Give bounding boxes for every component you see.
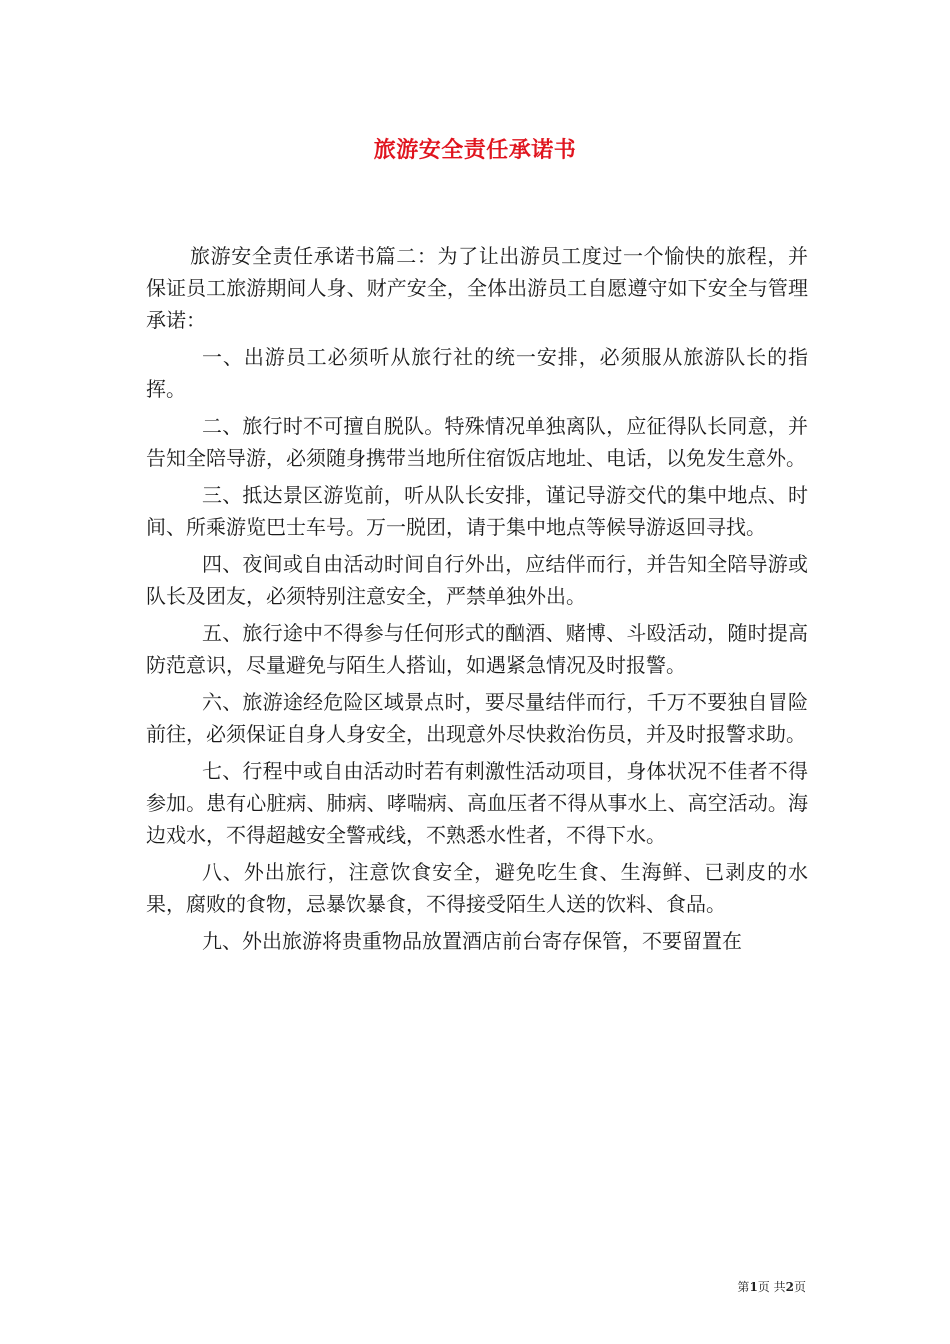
footer-suffix: 页 <box>793 1280 806 1294</box>
clause-9: 九、外出旅游将贵重物品放置酒店前台寄存保管，不要留置在 <box>202 929 742 953</box>
current-page-number: 1 <box>749 1280 758 1294</box>
document-title: 旅游安全责任承诺书 <box>373 138 577 163</box>
clause-2: 二、旅行时不可擅自脱队。特殊情况单独离队，应征得队长同意，并告知全陪导游，必须随身携带当地所住宿饭店地址、电话，以免发生意外。 <box>146 414 808 470</box>
clause-8: 八、外出旅行，注意饮食安全，避免吃生食、生海鲜、已剥皮的水果，腐败的食物，忌暴饮暴食，不得接受陌生人送的饮料、食品。 <box>146 860 808 916</box>
footer-middle: 页 共 <box>757 1280 786 1294</box>
footer-prefix: 第 <box>737 1280 750 1294</box>
clause-3: 三、抵达景区游览前，听从队长安排，谨记导游交代的集中地点、时间、所乘游览巴士车号。万一脱团，请于集中地点等候导游返回寻找。 <box>146 483 808 539</box>
intro-paragraph: 旅游安全责任承诺书篇二：为了让出游员工度过一个愉快的旅程，并保证员工旅游期间人身、财产安全，全体出游员工自愿遵守如下安全与管理承诺： <box>146 244 808 332</box>
total-pages-number: 2 <box>785 1280 794 1294</box>
page-number-footer <box>737 1278 806 1295</box>
clause-6: 六、旅游途经危险区域景点时，要尽量结伴而行，千万不要独自冒险前往，必须保证自身人身安全，出现意外尽快救治伤员，并及时报警求助。 <box>146 690 808 746</box>
clause-5: 五、旅行途中不得参与任何形式的酗酒、赌博、斗殴活动，随时提高防范意识，尽量避免与陌生人搭讪，如遇紧急情况及时报警。 <box>146 621 808 677</box>
clause-1: 一、出游员工必须听从旅行社的统一安排，必须服从旅游队长的指挥。 <box>146 345 808 401</box>
clause-7: 七、行程中或自由活动时若有刺激性活动项目，身体状况不佳者不得参加。患有心脏病、肺病、哮喘病、高血压者不得从事水上、高空活动。海边戏水，不得超越安全警戒线，不熟悉水性者，不得下水。 <box>146 759 808 847</box>
clause-4: 四、夜间或自由活动时间自行外出，应结伴而行，并告知全陪导游或队长及团友，必须特别注意安全，严禁单独外出。 <box>146 552 808 608</box>
document-body <box>146 240 808 962</box>
